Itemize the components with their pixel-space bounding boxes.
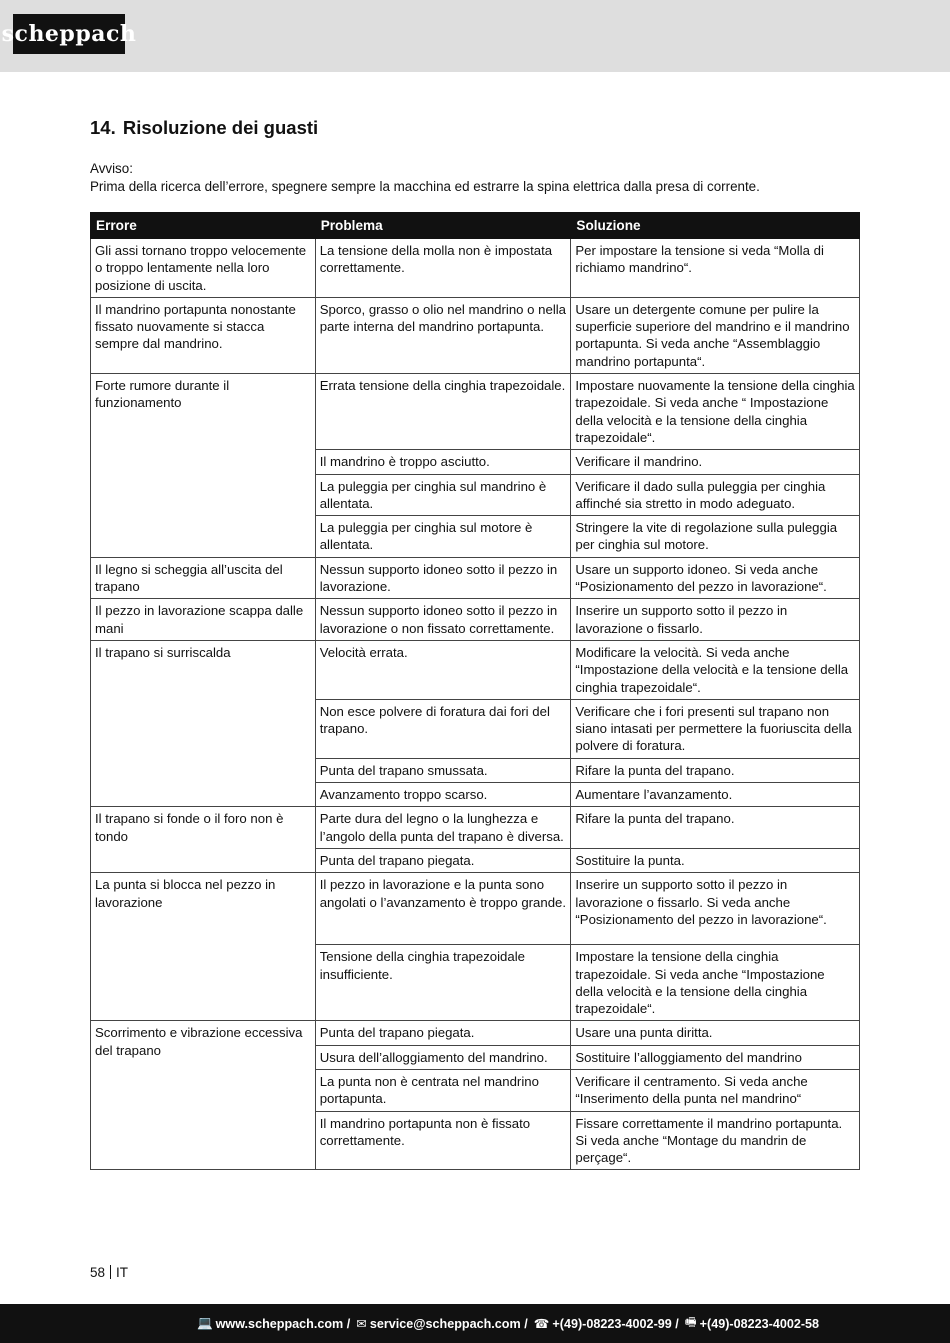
problem-cell: La punta non è centrata nel mandrino portapunta. [315, 1069, 571, 1111]
solution-cell: Inserire un supporto sotto il pezzo in lavorazione o fissarlo. [571, 599, 860, 641]
solution-cell: Verificare il mandrino. [571, 450, 860, 474]
problem-cell: Avanzamento troppo scarso. [315, 783, 571, 807]
table-row [91, 1021, 860, 1045]
notice-label: Avviso: [90, 161, 133, 176]
footer-email[interactable]: service@scheppach.com / [369, 1316, 528, 1331]
phone-icon: ☎ [533, 1317, 550, 1331]
solution-cell: Verificare il centramento. Si veda anche “Inserimento della punta nel mandrino“ [571, 1069, 860, 1111]
error-cell: Il trapano si surriscalda [91, 640, 316, 806]
footer-bar [0, 1304, 950, 1343]
page-number [90, 1265, 128, 1280]
problem-cell: Tensione della cinghia trapezoidale insufficiente. [315, 945, 571, 1021]
table-row [91, 374, 860, 450]
problem-cell: Sporco, grasso o olio nel mandrino o nella parte interna del mandrino portapunta. [315, 297, 571, 373]
solution-cell: Inserire un supporto sotto il pezzo in lavorazione o fissarlo. Si veda anche “Posizionamento del pezzo in lavorazione“. [571, 873, 860, 945]
header-solution: Soluzione [571, 213, 860, 239]
solution-cell: Per impostare la tensione si veda “Molla di richiamo mandrino“. [571, 239, 860, 298]
problem-cell: La puleggia per cinghia sul mandrino è allentata. [315, 474, 571, 516]
brand-logo: scheppach [13, 14, 125, 54]
page-language: IT [116, 1265, 129, 1280]
solution-cell: Aumentare l’avanzamento. [571, 783, 860, 807]
problem-cell: Nessun supporto idoneo sotto il pezzo in lavorazione. [315, 557, 571, 599]
table-row [91, 599, 860, 641]
problem-cell: Velocità errata. [315, 640, 571, 699]
problem-cell: Errata tensione della cinghia trapezoidale. [315, 374, 571, 450]
troubleshooting-table [90, 212, 860, 1170]
problem-cell: La tensione della molla non è impostata correttamente. [315, 239, 571, 298]
problem-cell: Punta del trapano smussata. [315, 758, 571, 782]
table-row [91, 239, 860, 298]
error-cell: Il legno si scheggia all’uscita del trapano [91, 557, 316, 599]
footer-phone: +(49)-08223-4002-99 / [552, 1316, 679, 1331]
error-cell: Il pezzo in lavorazione scappa dalle mani [91, 599, 316, 641]
solution-cell: Sostituire l’alloggiamento del mandrino [571, 1045, 860, 1069]
page-separator [110, 1265, 111, 1279]
problem-cell: Parte dura del legno o la lunghezza e l’angolo della punta del trapano è diversa. [315, 807, 571, 849]
header-error: Errore [91, 213, 316, 239]
table-row [91, 640, 860, 699]
solution-cell: Rifare la punta del trapano. [571, 758, 860, 782]
footer-website[interactable]: www.scheppach.com / [215, 1316, 351, 1331]
computer-icon: 💻 [196, 1316, 213, 1330]
solution-cell: Verificare che i fori presenti sul trapano non siano intasati per permettere la fuoriuscita della polvere di foratura. [571, 699, 860, 758]
error-cell: Il mandrino portapunta nonostante fissato nuovamente si stacca sempre dal mandrino. [91, 297, 316, 373]
solution-cell: Stringere la vite di regolazione sulla puleggia per cinghia sul motore. [571, 516, 860, 558]
solution-cell: Fissare correttamente il mandrino portapunta. Si veda anche “Montage du mandrin de perçage“. [571, 1111, 860, 1170]
notice-text: Prima della ricerca dell’errore, spegnere sempre la macchina ed estrarre la spina elettrica dalla presa di corrente. [90, 179, 760, 194]
notice [90, 160, 760, 196]
problem-cell: Nessun supporto idoneo sotto il pezzo in lavorazione o non fissato correttamente. [315, 599, 571, 641]
solution-cell: Sostituire la punta. [571, 848, 860, 872]
error-cell: Forte rumore durante il funzionamento [91, 374, 316, 558]
fax-icon: 🖷 [684, 1315, 697, 1329]
problem-cell: Non esce polvere di foratura dai fori del trapano. [315, 699, 571, 758]
problem-cell: Il mandrino portapunta non è fissato correttamente. [315, 1111, 571, 1170]
solution-cell: Impostare nuovamente la tensione della cinghia trapezoidale. Si veda anche “ Impostazione della velocità e la tensione della cinghia trapezoidale“. [571, 374, 860, 450]
section-heading [90, 117, 318, 139]
error-cell: Gli assi tornano troppo velocemente o troppo lentamente nella loro posizione di uscita. [91, 239, 316, 298]
solution-cell: Usare un supporto idoneo. Si veda anche “Posizionamento del pezzo in lavorazione“. [571, 557, 860, 599]
section-number: 14. [90, 117, 116, 138]
solution-cell: Usare una punta diritta. [571, 1021, 860, 1045]
table-row [91, 873, 860, 945]
solution-cell: Rifare la punta del trapano. [571, 807, 860, 849]
table-row [91, 557, 860, 599]
solution-cell: Usare un detergente comune per pulire la superficie superiore del mandrino e il mandrino portapunta. Si veda anche “Assemblaggio mandrino portapunta“. [571, 297, 860, 373]
footer-fax: +(49)-08223-4002-58 [699, 1316, 820, 1331]
solution-cell: Impostare la tensione della cinghia trapezoidale. Si veda anche “Impostazione della velocità e la tensione della cinghia trapezoidale“. [571, 945, 860, 1021]
problem-cell: Punta del trapano piegata. [315, 848, 571, 872]
error-cell: Il trapano si fonde o il foro non è tondo [91, 807, 316, 873]
problem-cell: La puleggia per cinghia sul motore è allentata. [315, 516, 571, 558]
table-row [91, 297, 860, 373]
problem-cell: Il mandrino è troppo asciutto. [315, 450, 571, 474]
problem-cell: Punta del trapano piegata. [315, 1021, 571, 1045]
table-header-row [91, 213, 860, 239]
problem-cell: Il pezzo in lavorazione e la punta sono angolati o l’avanzamento è troppo grande. [315, 873, 571, 945]
header-band [0, 0, 950, 72]
problem-cell: Usura dell’alloggiamento del mandrino. [315, 1045, 571, 1069]
error-cell: La punta si blocca nel pezzo in lavorazione [91, 873, 316, 1021]
header-problem: Problema [315, 213, 571, 239]
email-icon: ✉ [356, 1317, 367, 1331]
error-cell: Scorrimento e vibrazione eccessiva del trapano [91, 1021, 316, 1170]
section-title: Risoluzione dei guasti [122, 117, 319, 138]
solution-cell: Verificare il dado sulla puleggia per cinghia affinché sia stretto in modo adeguato. [571, 474, 860, 516]
solution-cell: Modificare la velocità. Si veda anche “Impostazione della velocità e la tensione della cinghia trapezoidale“. [571, 640, 860, 699]
table-row [91, 807, 860, 849]
page-number-value: 58 [90, 1265, 106, 1280]
